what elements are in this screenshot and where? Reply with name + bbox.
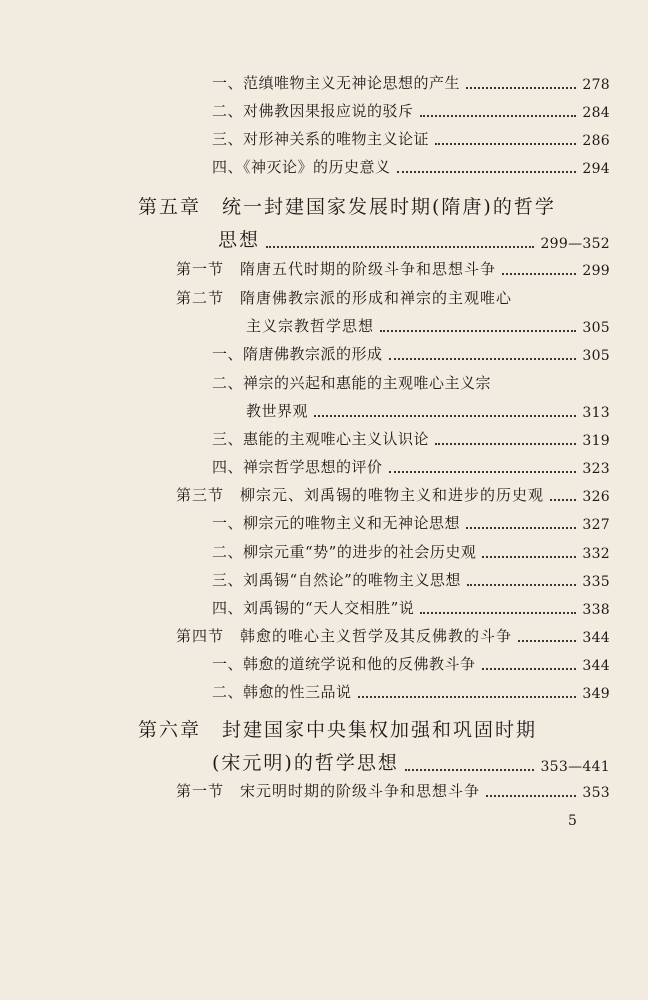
toc-entry xyxy=(176,780,610,801)
leader-dots xyxy=(502,273,576,275)
entry-title: 第二节 隋唐佛教宗派的形成和禅宗的主观唯心 xyxy=(176,289,513,307)
entry-page: 305 xyxy=(582,320,610,336)
toc-entry xyxy=(176,287,512,308)
entry-title: 第五章 统一封建国家发展时期(隋唐)的哲学 xyxy=(138,196,556,218)
toc-entry xyxy=(212,128,610,149)
entry-page: 353 xyxy=(582,785,610,801)
toc-entry xyxy=(176,625,610,646)
entry-page: 326 xyxy=(582,489,610,505)
entry-page: 305 xyxy=(582,348,610,364)
entry-title: 二、韩愈的性三品说 xyxy=(212,683,352,701)
entry-title: 四、《神灭论》的历史意义 xyxy=(212,158,391,176)
entry-page: 284 xyxy=(582,105,610,121)
leader-dots xyxy=(467,584,577,586)
entry-title: 思想 xyxy=(218,229,261,251)
entry-page: 299—352 xyxy=(540,236,610,252)
entry-title: 第一节 隋唐五代时期的阶级斗争和思想斗争 xyxy=(176,260,497,278)
entry-title: 三、刘禹锡“自然论”的唯物主义思想 xyxy=(212,571,461,589)
entry-title: (宋元明)的哲学思想 xyxy=(212,752,399,774)
entry-title: 第一节 宋元明时期的阶级斗争和思想斗争 xyxy=(176,782,481,800)
leader-dots xyxy=(389,358,577,360)
entry-title: 三、惠能的主观唯心主义认识论 xyxy=(212,430,430,448)
entry-page: 286 xyxy=(582,133,610,149)
entry-page: 323 xyxy=(582,461,610,477)
leader-dots xyxy=(486,795,576,797)
entry-page: 338 xyxy=(582,602,610,618)
entry-title: 主义宗教哲学思想 xyxy=(246,317,375,335)
leader-dots xyxy=(314,415,576,417)
entry-title: 一、隋唐佛教宗派的形成 xyxy=(212,345,383,363)
toc-entry xyxy=(246,400,610,421)
toc-entry xyxy=(212,456,610,477)
entry-page: 353—441 xyxy=(540,759,610,775)
entry-page: 344 xyxy=(582,630,610,646)
leader-dots xyxy=(397,171,577,173)
toc-entry xyxy=(176,258,610,279)
toc-entry xyxy=(218,225,610,252)
entry-title: 一、韩愈的道统学说和他的反佛教斗争 xyxy=(212,655,476,673)
entry-title: 第三节 柳宗元、刘禹锡的唯物主义和进步的历史观 xyxy=(176,486,545,504)
entry-page: 299 xyxy=(582,263,610,279)
toc-entry xyxy=(212,653,610,674)
entry-title: 四、禅宗哲学思想的评价 xyxy=(212,458,383,476)
toc-entry xyxy=(212,681,610,702)
leader-dots xyxy=(482,556,576,558)
entry-title: 二、对佛教因果报应说的驳斥 xyxy=(212,102,414,120)
leader-dots xyxy=(358,696,577,698)
entry-page: 294 xyxy=(582,161,610,177)
leader-dots xyxy=(482,668,577,670)
entry-page: 313 xyxy=(582,405,610,421)
toc-entry xyxy=(246,315,610,336)
leader-dots xyxy=(466,87,576,89)
entry-title: 教世界观 xyxy=(246,402,309,420)
toc-entry xyxy=(212,156,610,177)
chapter-heading xyxy=(138,715,537,742)
leader-dots xyxy=(266,246,534,248)
chapter-heading xyxy=(138,192,556,219)
entry-title: 一、范缜唯物主义无神论思想的产生 xyxy=(212,74,461,92)
toc-entry xyxy=(212,428,610,449)
entry-title: 二、柳宗元重“势”的进步的社会历史观 xyxy=(212,543,477,561)
leader-dots xyxy=(518,640,576,642)
entry-page: 344 xyxy=(582,658,610,674)
entry-page: 327 xyxy=(582,517,610,533)
entry-title: 二、禅宗的兴起和惠能的主观唯心主义宗 xyxy=(212,374,492,392)
entry-title: 四、刘禹锡的“天人交相胜”说 xyxy=(212,599,415,617)
leader-dots xyxy=(550,499,576,501)
toc-entry xyxy=(212,748,610,775)
toc-entry xyxy=(212,541,610,562)
page-number: 5 xyxy=(568,813,577,829)
leader-dots xyxy=(389,471,577,473)
leader-dots xyxy=(405,769,535,771)
leader-dots xyxy=(435,143,576,145)
leader-dots xyxy=(380,330,576,332)
leader-dots xyxy=(420,115,577,117)
leader-dots xyxy=(466,527,576,529)
toc-entry xyxy=(212,569,610,590)
leader-dots xyxy=(420,612,576,614)
entry-page: 319 xyxy=(582,433,610,449)
entry-page: 332 xyxy=(582,546,610,562)
entry-page: 349 xyxy=(582,686,610,702)
entry-page: 335 xyxy=(582,574,610,590)
entry-title: 三、对形神关系的唯物主义论证 xyxy=(212,130,430,148)
toc-entry xyxy=(212,72,610,93)
entry-title: 第四节 韩愈的唯心主义哲学及其反佛教的斗争 xyxy=(176,627,513,645)
toc-entry xyxy=(212,100,610,121)
toc-entry xyxy=(176,484,610,505)
leader-dots xyxy=(435,443,576,445)
toc-entry xyxy=(212,372,491,393)
entry-title: 第六章 封建国家中央集权加强和巩固时期 xyxy=(138,719,538,741)
toc-entry xyxy=(212,343,610,364)
entry-page: 278 xyxy=(582,77,610,93)
entry-title: 一、柳宗元的唯物主义和无神论思想 xyxy=(212,514,461,532)
toc-entry xyxy=(212,512,610,533)
toc-entry xyxy=(212,597,610,618)
